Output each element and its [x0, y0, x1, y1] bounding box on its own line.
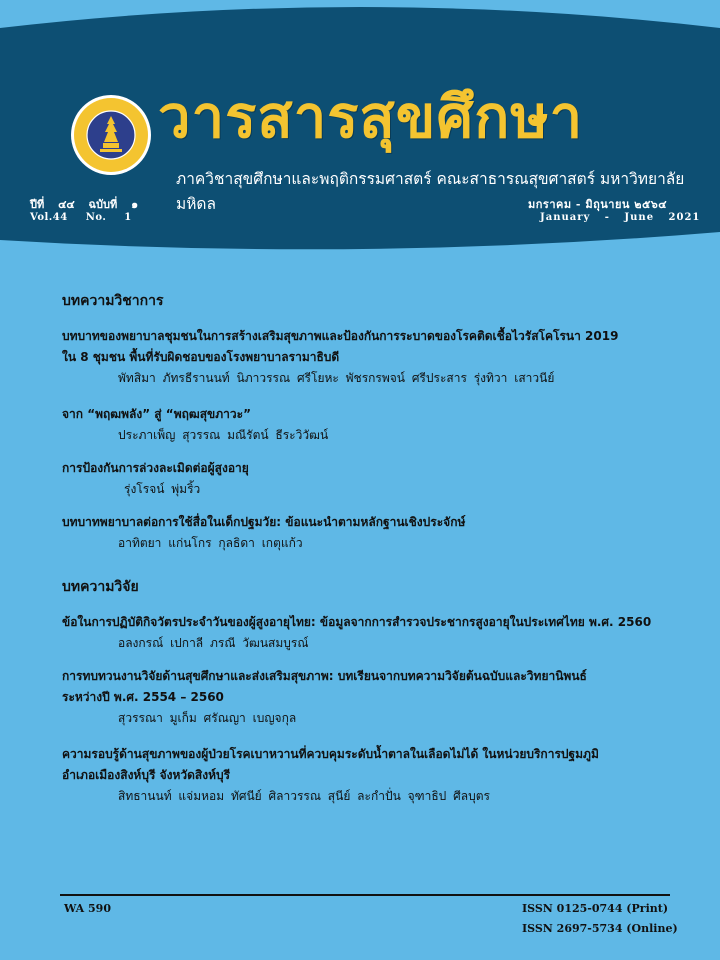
issn-online: ISSN 2697-5734 (Online): [522, 922, 678, 935]
article-authors: สิทธานนท์ แจ่มหอม ทัศนีย์ ศิลาวรรณ สุนีย์ ละกำปั่น จุฑาธิป ศีลบุตร: [118, 789, 490, 803]
article-title-line: ใน 8 ชุมชน พื้นที่รับผิดชอบของโรงพยาบาลรามาธิบดี: [62, 350, 340, 364]
article-item[interactable]: [62, 326, 618, 388]
article-authors: อาทิตยา แก่นโกร กุลธิดา เกตุแก้ว: [118, 536, 303, 550]
journal-subtitle: ภาควิชาสุขศึกษาและพฤติกรรมศาสตร์ คณะสาธารณสุขศาสตร์ มหาวิทยาลัยมหิดล: [176, 170, 685, 213]
volume-thai: ปีที่ ๔๔ ฉบับที่ ๑: [30, 198, 139, 211]
article-title-line: บทบาทพยาบาลต่อการใช้สื่อในเด็กปฐมวัย: ข้อแนะนำตามหลักฐานเชิงประจักษ์: [62, 515, 466, 529]
section-heading-research: บทความวิจัย: [62, 579, 139, 595]
volume-english: Vol.44 No. 1: [30, 212, 132, 223]
article-item[interactable]: [62, 458, 249, 499]
article-item[interactable]: [62, 612, 651, 653]
article-item[interactable]: [62, 666, 587, 728]
journal-title: วารสารสุขศึกษา: [158, 83, 584, 151]
mahidol-logo: [70, 94, 152, 176]
article-authors: สุวรรณา มูเก็ม ศรัณญา เบญจกุล: [118, 711, 297, 725]
issn-print: ISSN 0125-0744 (Print): [522, 902, 669, 915]
article-title-line: การทบทวนงานวิจัยด้านสุขศึกษาและส่งเสริมสุขภาพ: บทเรียนจากบทความวิจัยต้นฉบับและวิทยานิพนธ์: [62, 669, 587, 683]
article-authors: พัทสิมา ภัทรธีรานนท์ นิภาวรรณ ศรีโยหะ พัชรกรพจน์ ศรีประสาร รุ่งทิวา เสาวนีย์: [118, 371, 555, 385]
date-english: January - June 2021: [540, 212, 701, 223]
article-title-line: จาก “พฤฒพลัง” สู่ “พฤฒสุขภาวะ”: [62, 407, 251, 421]
article-title-line: อำเภอเมืองสิงห์บุรี จังหวัดสิงห์บุรี: [62, 768, 231, 782]
article-item[interactable]: [62, 512, 465, 553]
article-item[interactable]: [62, 744, 599, 806]
date-thai: มกราคม - มิถุนายน ๒๕๖๔: [528, 198, 668, 211]
article-title-line: การป้องกันการล่วงละเมิดต่อผู้สูงอายุ: [62, 461, 249, 475]
wa-classification: WA 590: [64, 902, 111, 915]
article-item[interactable]: [62, 404, 328, 445]
article-authors: รุ่งโรจน์ พุ่มริ้ว: [124, 482, 201, 496]
section-heading-academic: บทความวิชาการ: [62, 293, 164, 309]
article-authors: อลงกรณ์ เปกาลี ภรณี วัฒนสมบูรณ์: [118, 636, 309, 650]
footer-divider: [60, 894, 670, 896]
article-title-line: ข้อในการปฏิบัติกิจวัตรประจำวันของผู้สูงอายุไทย: ข้อมูลจากการสำรวจประชากรสูงอายุในประเทศไทย พ.ศ. 2560: [62, 615, 652, 629]
article-title-line: ระหว่างปี พ.ศ. 2554 – 2560: [62, 690, 224, 704]
article-title-line: ความรอบรู้ด้านสุขภาพของผู้ป่วยโรคเบาหวานที่ควบคุมระดับน้ำตาลในเลือดไม่ได้ ในหน่วยบริการปฐมภูมิ: [62, 747, 599, 761]
article-authors: ประภาเพ็ญ สุวรรณ มณีรัตน์ ธีระวิวัฒน์: [118, 428, 329, 442]
article-title-line: บทบาทของพยาบาลชุมชนในการสร้างเสริมสุขภาพและป้องกันการระบาดของโรคติดเชื้อไวรัสโคโรนา 2019: [62, 329, 619, 343]
